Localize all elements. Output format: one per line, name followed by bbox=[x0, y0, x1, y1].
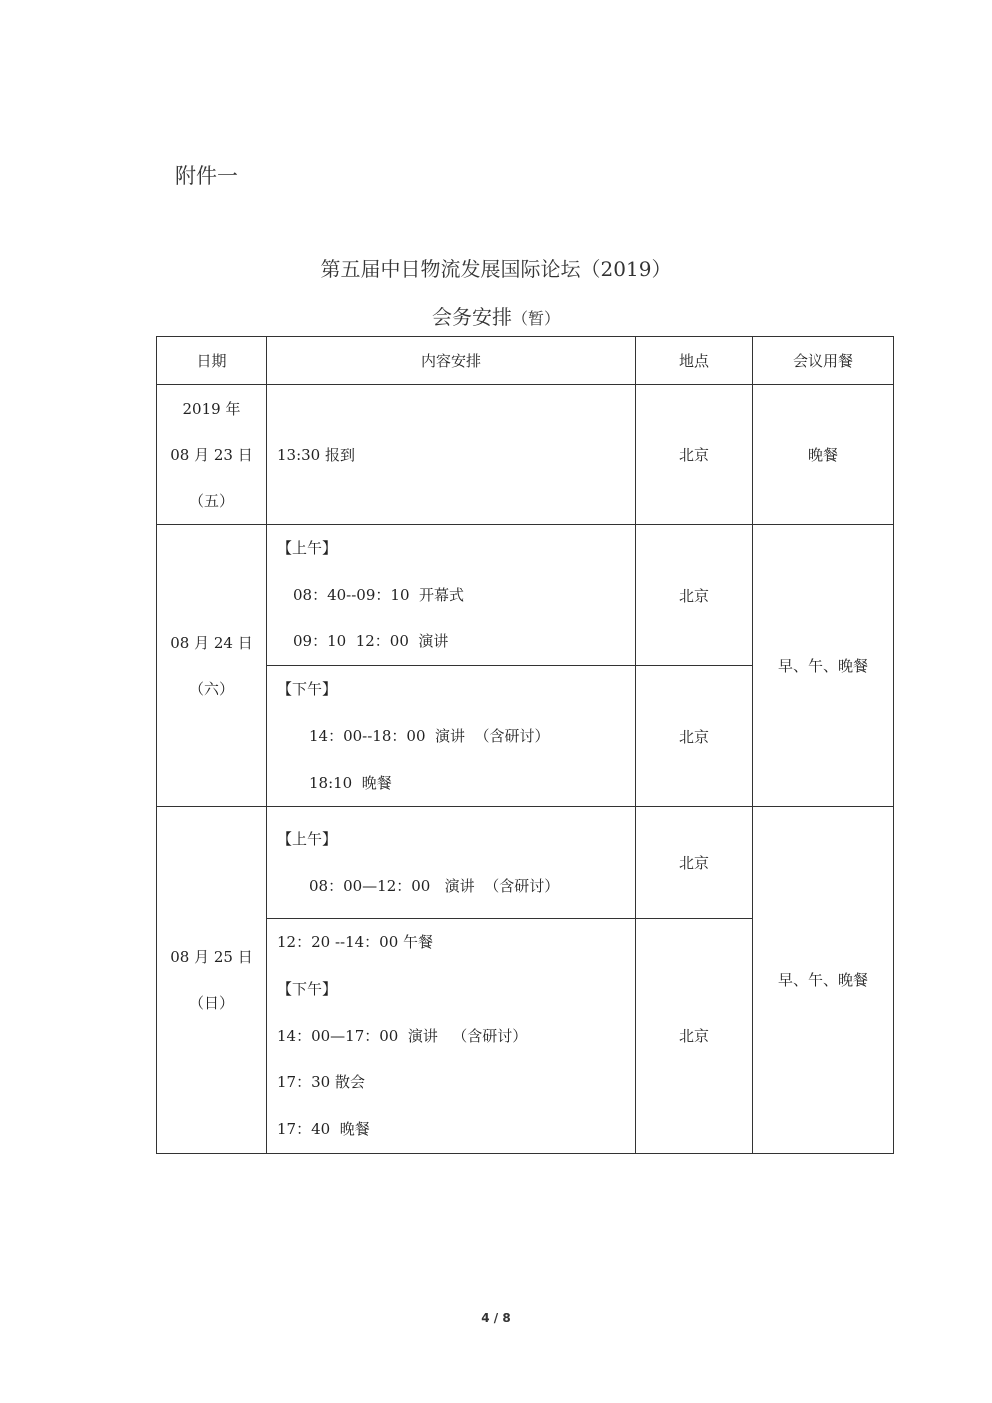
day1-date: 08 月 23 日 bbox=[170, 445, 253, 464]
day2-date: 08 月 24 日 bbox=[170, 633, 253, 652]
day2-am-item2: 09：10 12：00 演讲 bbox=[293, 632, 449, 651]
day1-place: 北京 bbox=[636, 385, 753, 525]
day2-date-cell bbox=[157, 525, 267, 807]
day1-date-cell bbox=[157, 385, 267, 525]
day3-pm-content bbox=[267, 919, 636, 1154]
subtitle-main: 会务安排 bbox=[431, 305, 512, 329]
day3-meal: 早、午、晚餐 bbox=[753, 807, 894, 1154]
day2-am-item1: 08：40--09：10 开幕式 bbox=[293, 585, 465, 604]
day3-am-place: 北京 bbox=[636, 807, 753, 919]
day1-weekday: （五） bbox=[188, 491, 234, 510]
table-row-day2-am bbox=[157, 525, 894, 666]
day3-am-content bbox=[267, 807, 636, 919]
table-row-day1 bbox=[157, 385, 894, 525]
header-date: 日期 bbox=[157, 337, 267, 385]
schedule-table bbox=[156, 336, 894, 1154]
day3-pm-item2: 17：30 散会 bbox=[277, 1073, 365, 1092]
header-meal: 会议用餐 bbox=[753, 337, 894, 385]
day2-pm-label: 【下午】 bbox=[277, 680, 338, 699]
day2-pm-item1: 14：00--18：00 演讲 （含研讨） bbox=[309, 726, 550, 745]
table-row-day3-am bbox=[157, 807, 894, 919]
day1-content: 13:30 报到 bbox=[267, 385, 636, 525]
day1-year: 2019 年 bbox=[182, 399, 241, 418]
header-content: 内容安排 bbox=[267, 337, 636, 385]
day2-am-content bbox=[267, 525, 636, 666]
day3-am-label: 【上午】 bbox=[277, 830, 338, 849]
day3-lunch: 12：20 --14：00 午餐 bbox=[277, 933, 434, 952]
day3-pm-label: 【下午】 bbox=[277, 979, 338, 998]
day2-pm-place: 北京 bbox=[636, 666, 753, 807]
day3-pm-item1: 14：00—17：00 演讲 （含研讨） bbox=[277, 1026, 528, 1045]
day3-pm-place: 北京 bbox=[636, 919, 753, 1154]
day2-weekday: （六） bbox=[188, 679, 234, 698]
page-number: 4 / 8 bbox=[481, 1311, 511, 1325]
attachment-label: 附件一 bbox=[175, 164, 238, 188]
day3-pm-item3: 17：40 晚餐 bbox=[277, 1120, 370, 1139]
document-subtitle bbox=[0, 301, 992, 330]
day3-date-cell bbox=[157, 807, 267, 1154]
day2-pm-content bbox=[267, 666, 636, 807]
day3-am-item1: 08：00—12：00 演讲 （含研讨） bbox=[309, 876, 560, 895]
day2-pm-item2: 18:10 晚餐 bbox=[309, 773, 392, 792]
document-title: 第五届中日物流发展国际论坛（2019） bbox=[320, 257, 672, 281]
day3-weekday: （日） bbox=[188, 993, 234, 1012]
day3-date: 08 月 25 日 bbox=[170, 947, 253, 966]
subtitle-note: （暂） bbox=[511, 309, 560, 328]
header-place: 地点 bbox=[636, 337, 753, 385]
table-header-row bbox=[157, 337, 894, 385]
day2-am-label: 【上午】 bbox=[277, 539, 338, 557]
day2-meal: 早、午、晚餐 bbox=[753, 525, 894, 807]
day2-am-place: 北京 bbox=[636, 525, 753, 666]
day1-meal: 晚餐 bbox=[753, 385, 894, 525]
